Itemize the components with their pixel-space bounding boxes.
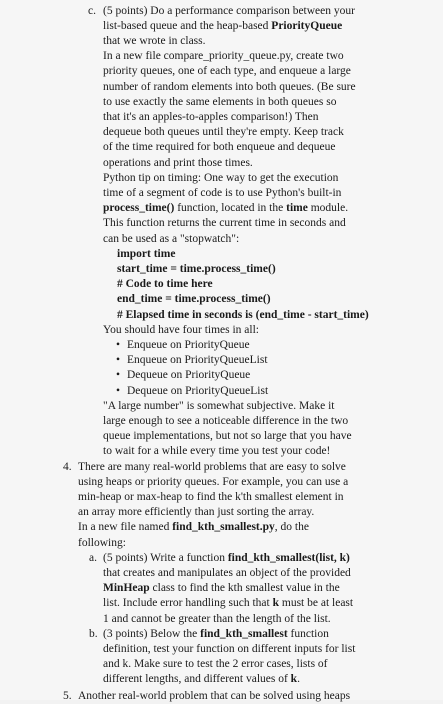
bullet-dot: • xyxy=(116,354,121,366)
sub-a-line-4: list. Include error handling such that k must be at least xyxy=(103,597,354,609)
bullet-item-4: Dequeue on PriorityQueueList xyxy=(127,385,269,397)
k-term: k xyxy=(272,597,279,609)
item-c-line-14: process_time() function, located in the time module. xyxy=(103,202,349,214)
sub-a-line-5: 1 and cannot be greater than the length of the list. xyxy=(103,613,331,625)
bullet-item-3: Dequeue on PriorityQueue xyxy=(127,369,251,381)
item-c-line-9: dequeue both queues until they're empty. Keep track xyxy=(103,126,344,138)
func-name: find_kth_smallest xyxy=(200,628,288,640)
closing-line-2: large enough to see a noticeable difference in the two xyxy=(103,415,349,427)
process-time-term: process_time() xyxy=(103,202,175,214)
item-5-line-1: Another real-world problem that can be solved using heaps xyxy=(78,690,351,702)
closing-line-1: "A large number" is somewhat subjective. Make it xyxy=(103,400,335,412)
sub-b-line-3: and k. Make sure to test the 2 error cases, lists of xyxy=(103,658,328,670)
item-4-label: 4. xyxy=(63,461,72,473)
item-c-line-6: number of random elements into both queues. (Be sure xyxy=(103,81,356,93)
item-c-line-16: can be used as a "stopwatch": xyxy=(103,233,240,245)
item-4-line-6: following: xyxy=(78,537,126,549)
code-line-3: # Code to time here xyxy=(117,278,213,290)
item-4-line-1: There are many real-world problems that are easy to solve xyxy=(78,461,346,473)
minheap-term: MinHeap xyxy=(103,582,150,594)
sub-b-line-4: different lengths, and different values of k. xyxy=(103,673,300,685)
item-c-line-11: operations and print those times. xyxy=(103,157,253,169)
time-term: time xyxy=(286,202,308,214)
sub-a-line-2: that creates and manipulates an object of the provided xyxy=(103,567,351,579)
item-c-line-4: In a new file compare_priority_queue.py, create two xyxy=(103,50,344,62)
bullet-item-2: Enqueue on PriorityQueueList xyxy=(127,354,268,366)
item-c-line-5: priority queues, one of each type, and enqueue a large xyxy=(103,65,351,77)
item-c-label: c. xyxy=(88,5,96,17)
four-times-intro: You should have four times in all: xyxy=(103,324,259,336)
code-line-1: import time xyxy=(117,248,176,260)
bullet-dot: • xyxy=(116,339,121,351)
priority-queue-term: PriorityQueue xyxy=(271,20,343,32)
item-4-line-2: using heaps or priority queues. For example, you can use a xyxy=(78,476,349,488)
sub-b-line-1: (3 points) Below the find_kth_smallest function xyxy=(103,628,329,640)
sub-a-line-1: (5 points) Write a function find_kth_smallest(list, k) xyxy=(103,552,350,564)
code-line-2: start_time = time.process_time() xyxy=(117,263,276,275)
item-c-line-12: Python tip on timing: One way to get the execution xyxy=(103,172,339,184)
k-term: k xyxy=(290,673,298,685)
code-line-4: end_time = time.process_time() xyxy=(117,293,271,305)
bullet-item-1: Enqueue on PriorityQueue xyxy=(127,339,250,351)
closing-line-3: queue implementations, but not so large that you have xyxy=(103,430,352,442)
item-5-label: 5. xyxy=(63,690,72,702)
item-c-line-1: (5 points) Do a performance comparison between your xyxy=(103,5,355,17)
bullet-dot: • xyxy=(116,369,121,381)
item-c-line-3: that we wrote in class. xyxy=(103,35,206,47)
item-4-line-4: an array more efficiently than just sorting the array. xyxy=(78,506,315,518)
sub-a-label: a. xyxy=(89,552,97,564)
item-c-line-8: that it's an apples-to-apples comparison!) Then xyxy=(103,111,319,123)
file-name: find_kth_smallest.py xyxy=(172,521,275,533)
item-4-line-5: In a new file named find_kth_smallest.py, do the xyxy=(78,521,309,533)
item-c-line-2: list-based queue and the heap-based PriorityQueue xyxy=(103,20,343,32)
item-c-line-7: to use exactly the same elements in both queues so xyxy=(103,96,337,108)
func-signature: find_kth_smallest(list, k) xyxy=(227,552,350,564)
sub-b-line-2: definition, test your function on different inputs for list xyxy=(103,643,356,655)
item-c-line-13: time of a segment of code is to use Python's built-in xyxy=(103,187,342,199)
bullet-dot: • xyxy=(116,385,121,397)
closing-line-4: to wait for a while every time you test your code! xyxy=(103,445,331,457)
sub-a-line-3: MinHeap class to find the kth smallest value in the xyxy=(103,582,340,594)
item-c-line-10: of the time required for both enqueue and dequeue xyxy=(103,141,336,153)
item-c-line-15: This function returns the current time in seconds and xyxy=(103,217,346,229)
item-4-line-3: min-heap or max-heap to find the k'th smallest element in xyxy=(78,491,344,503)
code-line-5: # Elapsed time in seconds is (end_time - start_time) xyxy=(117,309,369,321)
sub-b-label: b. xyxy=(89,628,98,640)
